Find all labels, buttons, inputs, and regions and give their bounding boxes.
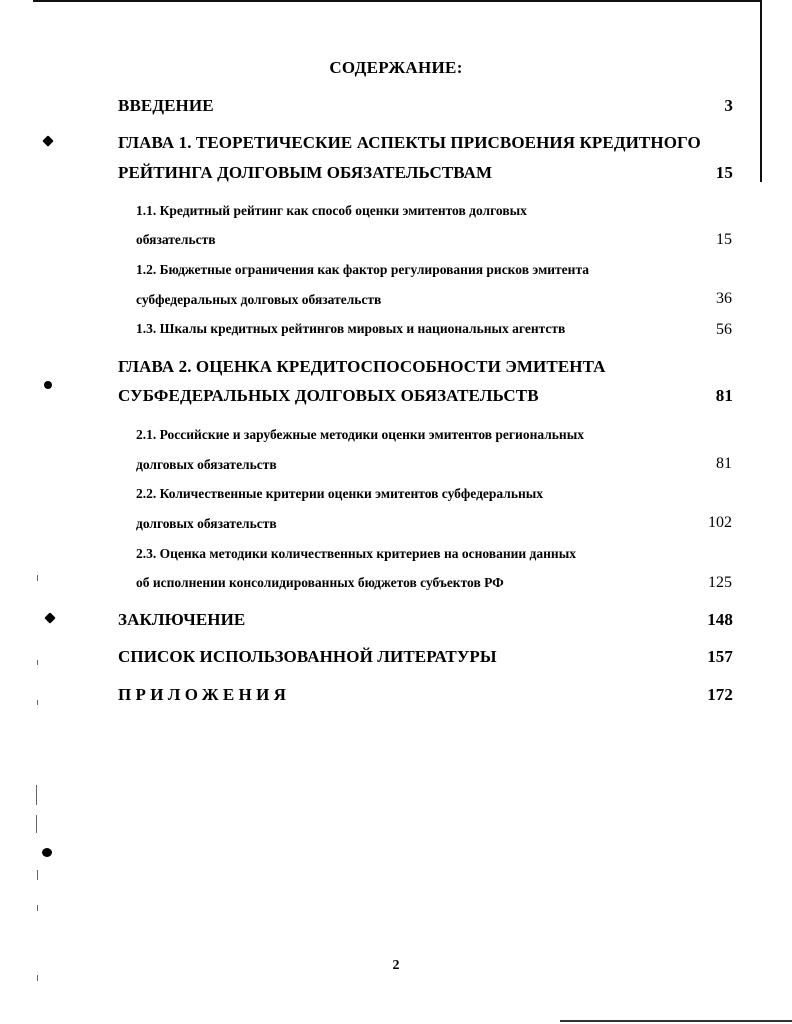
toc-entry-section-1-3[interactable] (136, 321, 732, 341)
binder-hole-mark (42, 135, 53, 146)
toc-entry-label-line-1: 2.2. Количественные критерии оценки эмитентов субфедеральных (136, 486, 544, 501)
toc-entry-label: ВВЕДЕНИЕ (118, 96, 214, 115)
toc-entry-label-line-2: обязательств (136, 232, 216, 247)
toc-entry-page: 81 (716, 455, 732, 472)
toc-entry-page: 3 (724, 96, 733, 115)
page-number: 2 (392, 958, 400, 973)
toc-entry-conclusion[interactable] (118, 610, 733, 632)
toc-entry-page: 102 (708, 514, 732, 531)
toc-entry-page: 125 (708, 574, 732, 591)
toc-entry-section-1-2[interactable] (136, 262, 732, 310)
scan-border-top (33, 0, 762, 2)
toc-entry-page: 81 (715, 386, 733, 405)
toc-entry-label-line-2: субфедеральных долговых обязательств (136, 292, 382, 307)
toc-entry-page: 56 (716, 321, 732, 338)
toc-entry-appendices[interactable] (118, 685, 733, 707)
toc-entry-chapter-2[interactable] (118, 357, 733, 412)
toc-entry-label-line-2: долговых обязательств (136, 457, 277, 472)
scan-artifact (36, 815, 37, 833)
toc-entry-section-2-1[interactable] (136, 427, 732, 475)
scan-artifact (37, 975, 38, 981)
scan-artifact (37, 905, 38, 911)
toc-entry-label: 1.3. Шкалы кредитных рейтингов мировых и национальных агентств (136, 321, 566, 336)
scan-border-right (760, 0, 762, 182)
toc-entry-page: 15 (715, 163, 733, 182)
scan-border-bottom (560, 1020, 792, 1022)
toc-entry-label-line-2: СУБФЕДЕРАЛЬНЫХ ДОЛГОВЫХ ОБЯЗАТЕЛЬСТВ (118, 386, 539, 405)
toc-entry-bibliography[interactable] (118, 647, 733, 669)
toc-entry-label-line-1: 1.2. Бюджетные ограничения как фактор регулирования рисков эмитента (136, 262, 590, 277)
toc-entry-label: ЗАКЛЮЧЕНИЕ (118, 610, 246, 629)
toc-title: СОДЕРЖАНИЕ: (329, 58, 463, 77)
toc-entry-section-1-1[interactable] (136, 203, 732, 251)
binder-hole-mark (42, 848, 52, 857)
toc-entry-page: 15 (716, 231, 732, 248)
toc-entry-label: СПИСОК ИСПОЛЬЗОВАННОЙ ЛИТЕРАТУРЫ (118, 647, 497, 666)
toc-entry-page: 172 (707, 685, 733, 704)
toc-entry-page: 157 (707, 647, 733, 666)
toc-entry-chapter-1[interactable] (118, 133, 733, 188)
toc-entry-label-line-1: 1.1. Кредитный рейтинг как способ оценки эмитентов долговых (136, 203, 527, 218)
toc-entry-section-2-3[interactable] (136, 546, 732, 594)
toc-entry-section-2-2[interactable] (136, 486, 732, 534)
toc-entry-label-line-1: ГЛАВА 2. ОЦЕНКА КРЕДИТОСПОСОБНОСТИ ЭМИТЕНТА (118, 357, 606, 376)
toc-entry-label-line-1: ГЛАВА 1. ТЕОРЕТИЧЕСКИЕ АСПЕКТЫ ПРИСВОЕНИЯ КРЕДИТНОГО (118, 133, 701, 152)
scan-artifact (37, 575, 38, 581)
binder-hole-mark (44, 612, 55, 623)
toc-entry-introduction[interactable] (118, 96, 733, 118)
toc-entry-label: ПРИЛОЖЕНИЯ (118, 685, 291, 704)
scan-artifact (37, 870, 38, 880)
toc-entry-page: 148 (707, 610, 733, 629)
toc-entry-label-line-1: 2.3. Оценка методики количественных критериев на основании данных (136, 546, 576, 561)
toc-entry-label-line-2: долговых обязательств (136, 516, 277, 531)
toc-entry-page: 36 (716, 290, 732, 307)
toc-entry-label-line-2: РЕЙТИНГА ДОЛГОВЫМ ОБЯЗАТЕЛЬСТВАМ (118, 163, 493, 182)
toc-entry-label-line-1: 2.1. Российские и зарубежные методики оценки эмитентов региональных (136, 427, 584, 442)
scan-artifact (37, 700, 38, 705)
binder-hole-mark (44, 381, 52, 389)
scan-artifact (36, 785, 37, 805)
scan-artifact (37, 660, 38, 665)
toc-entry-label-line-2: об исполнении консолидированных бюджетов субъектов РФ (136, 575, 504, 590)
